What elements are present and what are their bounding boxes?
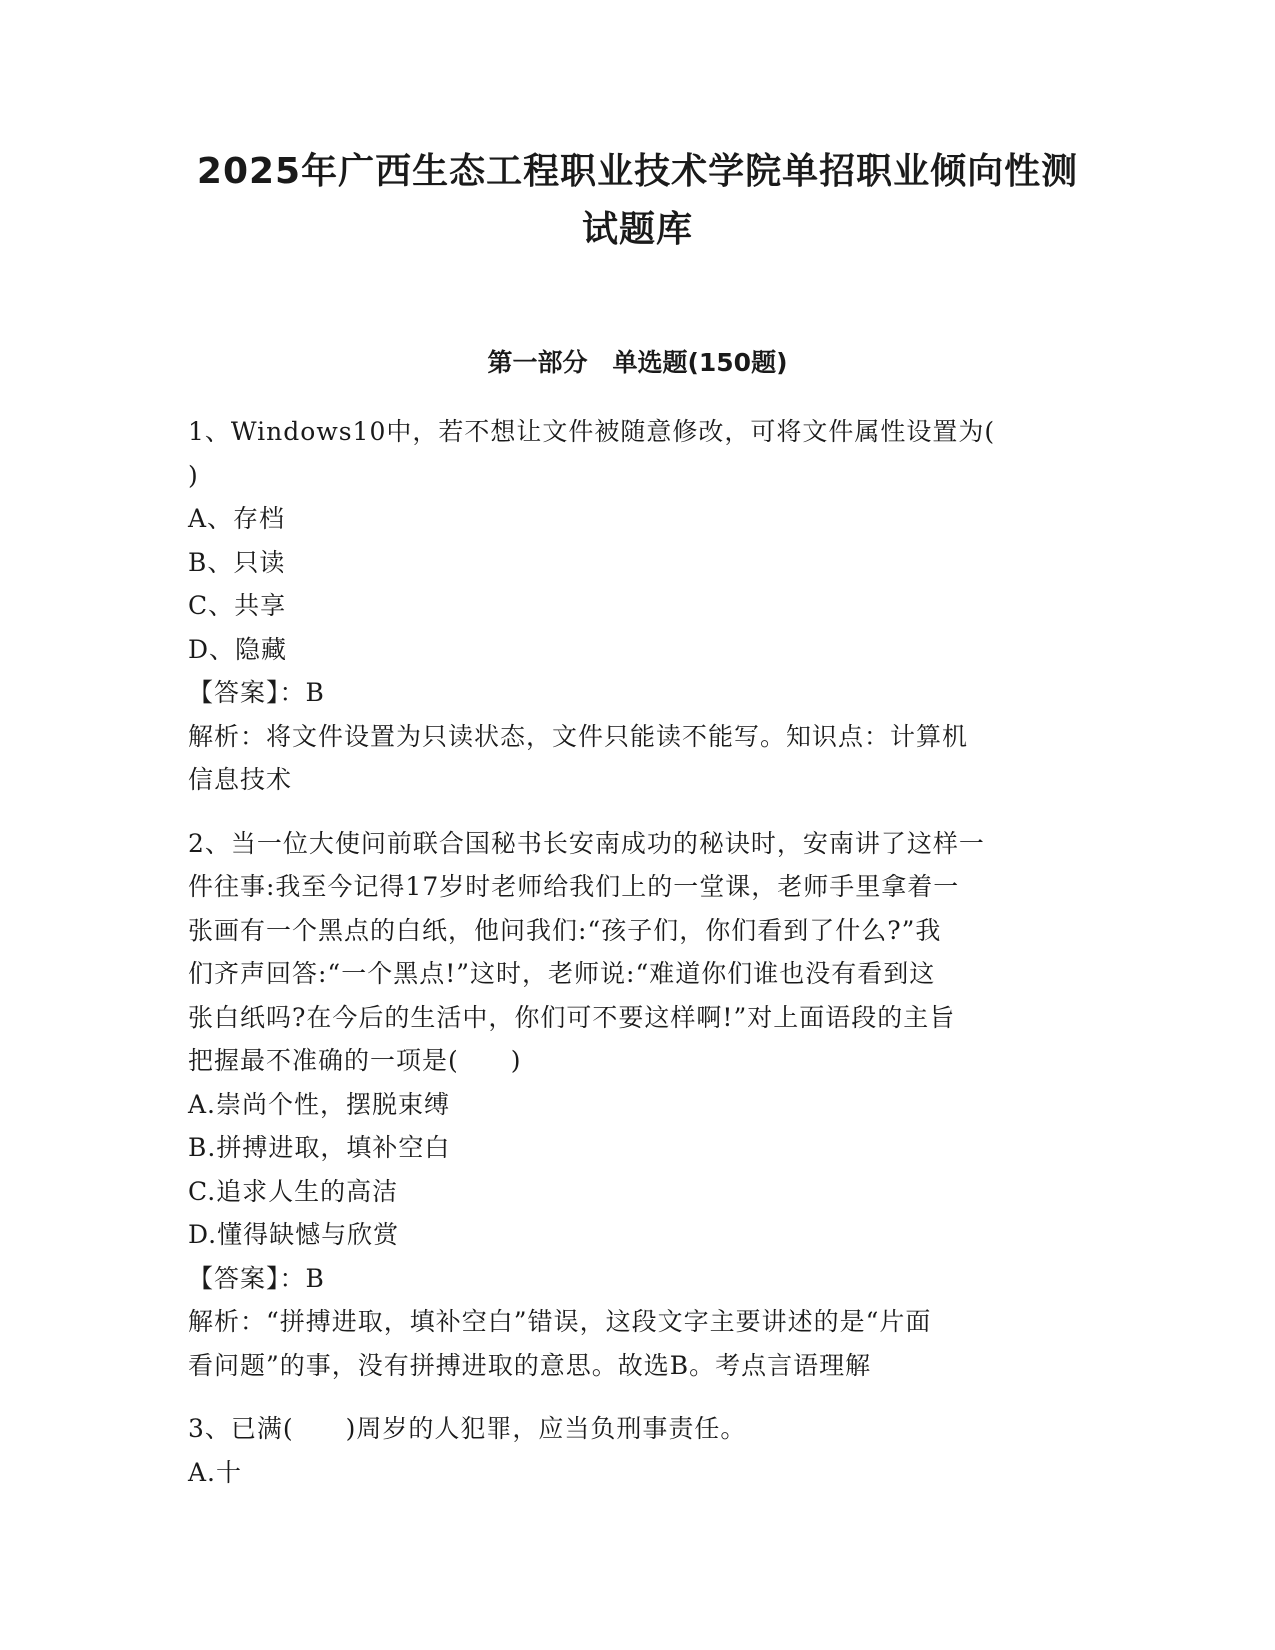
question-stem-line: 张白纸吗?在今后的生活中，你们可不要这样啊!”对上面语段的主旨 (188, 1002, 956, 1032)
option-a: A.十 (188, 1457, 243, 1487)
answer: 【答案】：B (188, 678, 325, 707)
question-stem-line: 把握最不准确的一项是( ) (188, 1046, 522, 1075)
answer: 【答案】：B (188, 1263, 325, 1293)
option-c: C.追求人生的高洁 (188, 1176, 399, 1206)
option-b: B.拼搏进取，填补空白 (188, 1133, 451, 1162)
analysis-line: 信息技术 (188, 765, 293, 794)
question-stem-line: 2、当一位大使问前联合国秘书长安南成功的秘诀时，安南讲了这样一 (188, 828, 985, 858)
question-list (188, 410, 1078, 1494)
question-1 (188, 410, 1078, 802)
analysis-line: 解析：“拼搏进取，填补空白”错误，这段文字主要讲述的是“片面 (188, 1307, 932, 1336)
question-2 (188, 822, 1078, 1388)
question-stem-line: ) (188, 460, 199, 490)
option-d: D.懂得缺憾与欣赏 (188, 1220, 400, 1249)
document-title (150, 143, 1125, 259)
section-heading: 第一部分 单选题(150题) (487, 348, 788, 377)
question-spacer (188, 1387, 1078, 1407)
option-d: D、隐藏 (188, 634, 288, 664)
option-a: A.崇尚个性，摆脱束缚 (188, 1089, 451, 1119)
option-b: B、只读 (188, 547, 286, 577)
analysis-line: 解析：将文件设置为只读状态，文件只能读不能写。知识点：计算机 (188, 721, 969, 751)
question-3 (188, 1407, 1078, 1494)
question-stem-line: 3、已满( )周岁的人犯罪，应当负刑事责任。 (188, 1414, 747, 1443)
analysis-line: 看问题”的事，没有拼搏进取的意思。故选B。考点言语理解 (188, 1350, 872, 1380)
title-line-2: 试题库 (581, 209, 693, 250)
title-line-1: 2025年广西生态工程职业技术学院单招职业倾向性测 (196, 151, 1079, 192)
question-spacer (188, 802, 1078, 822)
option-a: A、存档 (188, 504, 286, 533)
question-stem-line: 们齐声回答:“一个黑点!”这时，老师说:“难道你们谁也没有看到这 (188, 959, 936, 988)
option-c: C、共享 (188, 591, 287, 620)
question-stem-line: 1、Windows10中，若不想让文件被随意修改，可将文件属性设置为( (188, 417, 996, 446)
question-stem-line: 件往事:我至今记得17岁时老师给我们上的一堂课，老师手里拿着一 (188, 872, 960, 901)
question-stem-line: 张画有一个黑点的白纸，他问我们:“孩子们，你们看到了什么?”我 (188, 915, 942, 945)
